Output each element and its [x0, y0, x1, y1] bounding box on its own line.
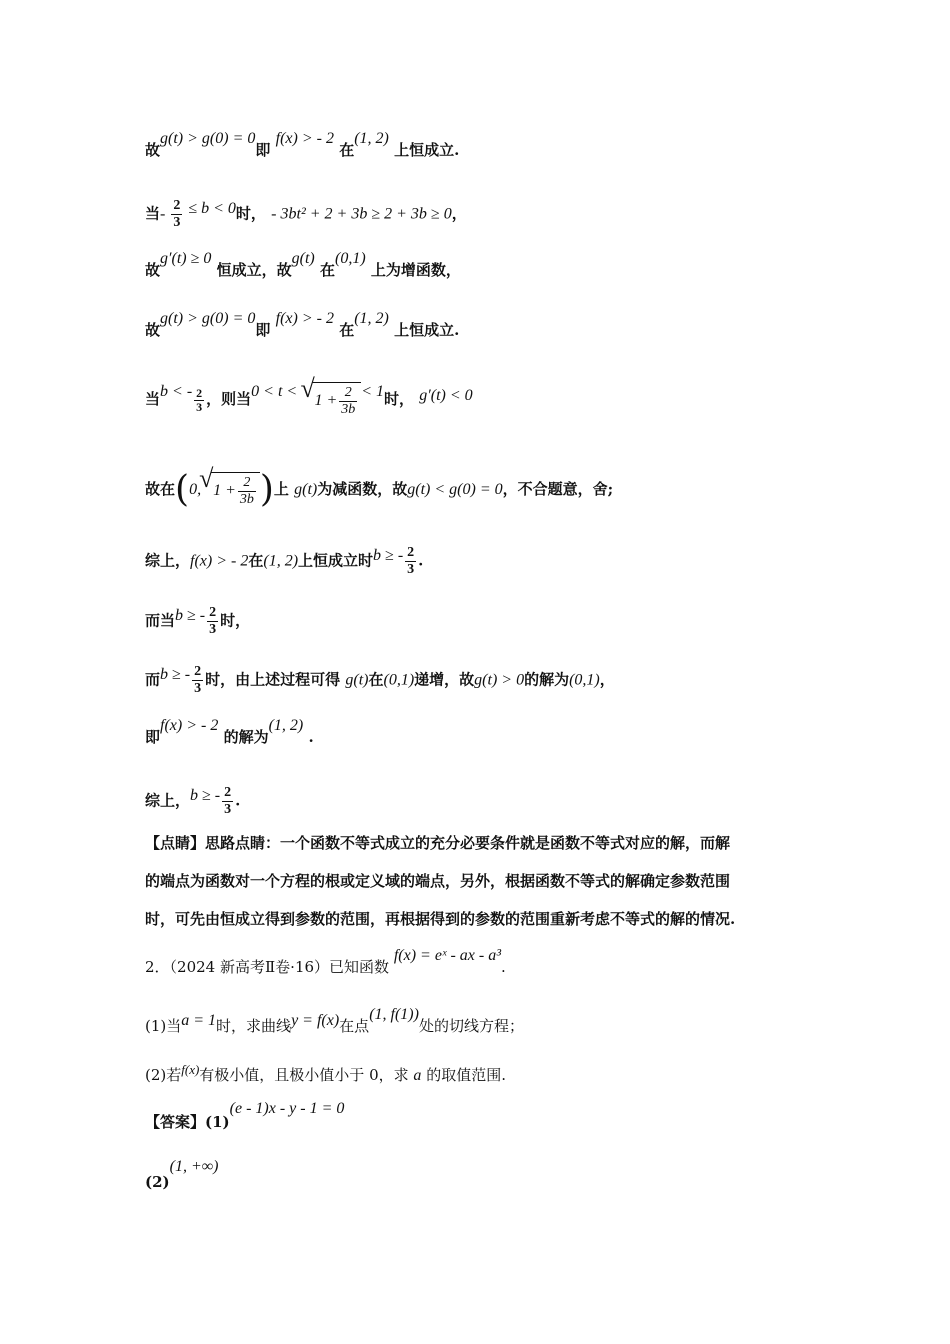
formula: g′(t) ≥ 0: [160, 250, 212, 267]
formula: b ≥ -: [373, 546, 404, 564]
fraction: $\frac{2}{3}$: [173, 198, 181, 230]
formula: b ≥ -: [190, 786, 221, 804]
answer-1: [145, 1100, 345, 1133]
text: 在点: [339, 1017, 370, 1035]
text: 综上，: [145, 551, 191, 570]
formula: f(x) > - 2: [275, 310, 334, 327]
formula: g(t): [294, 481, 318, 498]
formula: 0 < t <: [251, 383, 298, 400]
fraction: $\frac{2}{3b}$: [341, 385, 356, 417]
line-11: [145, 785, 240, 818]
note-line-2: 的端点为函数对一个方程的根或定义域的端点，另外，根据函数不等式的解确定参数范围: [145, 872, 731, 890]
text: ，: [599, 670, 615, 689]
line-7: [145, 545, 423, 578]
text: 而当: [145, 611, 176, 630]
formula: (1, 2): [268, 717, 304, 734]
text: 上: [273, 480, 289, 498]
text: 故在: [145, 480, 176, 498]
line-10: [145, 717, 314, 748]
note-line-3: 时，可先由恒成立得到参数的范围，再根据得到的参数的范围重新考虑不等式的解的情况.: [145, 910, 736, 928]
text: 时，由上述过程可得: [205, 670, 341, 689]
text: 时，求曲线: [216, 1017, 292, 1035]
text: 即: [145, 728, 161, 746]
formula: - 3bt² + 2 + 3b ≥ 2 + 3b ≥ 0: [271, 205, 452, 223]
formula: b ≥ -: [160, 665, 191, 683]
formula: g(t): [345, 671, 369, 689]
text: 上恒成立.: [394, 141, 460, 159]
formula: g(t) > g(0) = 0: [160, 130, 256, 147]
note-line-1: 【点睛】思路点睛：一个函数不等式成立的充分必要条件就是函数不等式对应的解，而解: [145, 834, 731, 852]
text: 即: [255, 141, 271, 159]
formula: g′(t) < 0: [419, 387, 473, 404]
formula: f(x): [181, 1062, 200, 1077]
text: ，不合题意，舍;: [502, 480, 614, 498]
text: ，则当: [206, 390, 252, 408]
text: 故: [145, 261, 161, 279]
text: (1)当: [145, 1017, 182, 1035]
text: 在: [320, 261, 336, 279]
formula: (1, 2): [354, 310, 389, 327]
text: 的解为: [223, 728, 269, 746]
formula: (e - 1)x - y - 1 = 0: [229, 1100, 345, 1117]
text: 的解为: [524, 670, 570, 689]
text: .: [235, 791, 241, 810]
text: 【答案】(1): [145, 1113, 230, 1131]
square-root: √ 1 + $\frac{2}{3b}$: [211, 472, 260, 508]
fraction: $\frac{2}{3b}$: [239, 475, 254, 507]
formula: b ≥ -: [175, 606, 206, 624]
fraction: $\frac{2}{3}$: [196, 385, 203, 414]
text: 递增，故: [414, 670, 475, 689]
formula: g(t) > g(0) = 0: [160, 310, 256, 327]
text: 在: [339, 141, 355, 159]
formula: f(x) = eˣ - ax - a³: [393, 947, 501, 964]
text: ，: [451, 204, 467, 223]
fraction: $\frac{2}{3}$: [209, 605, 217, 637]
formula: (0,1): [569, 671, 600, 689]
formula: (0,1): [335, 250, 366, 267]
formula: g(t) < g(0) = 0: [407, 481, 503, 498]
text: 当: [145, 204, 161, 223]
text: 在: [339, 321, 355, 339]
formula: (1, +∞): [169, 1158, 219, 1175]
formula: (: [175, 469, 190, 510]
text: 为减函数，故: [317, 480, 408, 498]
formula: (0,1): [383, 671, 415, 689]
line-2: [145, 198, 467, 231]
text: 时，: [384, 390, 415, 408]
text: 而: [145, 670, 161, 689]
text: 在: [368, 670, 384, 689]
text: (2): [145, 1173, 170, 1191]
question-2: [145, 947, 506, 978]
formula: f(x) > - 2: [275, 130, 334, 147]
formula: -: [160, 205, 170, 223]
formula: f(x) > - 2: [160, 717, 219, 734]
formula: a = 1: [181, 1012, 217, 1029]
text: 故: [145, 321, 161, 339]
formula: a: [413, 1067, 422, 1084]
text: 2．（2024 新高考Ⅱ卷·16）已知函数: [145, 958, 390, 976]
line-4: [145, 310, 460, 341]
text: 时，: [235, 204, 266, 223]
formula: (1, 2): [263, 552, 299, 570]
text: 故: [145, 141, 161, 159]
text: 综上，: [145, 791, 191, 810]
formula: g(t): [291, 250, 315, 267]
question-2-part-1: [145, 1006, 524, 1037]
formula: b < -: [160, 383, 193, 400]
line-6: [145, 469, 614, 510]
text: 上为增函数，: [370, 261, 461, 279]
formula: < 1: [361, 383, 385, 400]
text: 处的切线方程；: [418, 1017, 524, 1035]
line-9: [145, 664, 615, 697]
line-8: [145, 605, 250, 638]
text: 上恒成立时: [298, 551, 374, 570]
text: 恒成立，故: [216, 261, 292, 279]
text: (2)若: [145, 1066, 182, 1084]
text: 即: [255, 321, 271, 339]
line-5: [145, 382, 473, 418]
line-3: [145, 250, 461, 281]
text: .: [501, 958, 506, 976]
line-1: [145, 130, 460, 161]
fraction: $\frac{2}{3}$: [407, 545, 415, 577]
fraction: $\frac{2}{3}$: [224, 785, 232, 817]
text: .: [418, 551, 424, 570]
text: .: [308, 728, 314, 746]
text: 在: [248, 551, 264, 570]
text: 当: [145, 390, 161, 408]
text: 上恒成立.: [394, 321, 460, 339]
text: 的取值范围.: [426, 1066, 506, 1084]
fraction: $\frac{2}{3}$: [194, 664, 202, 696]
formula: (1, 2): [354, 130, 389, 147]
text: 时，: [220, 611, 251, 630]
answer-2: [145, 1158, 219, 1193]
formula: ): [259, 469, 274, 510]
text: 有极小值，且极小值小于 0，求: [199, 1066, 409, 1084]
formula: f(x) > - 2: [190, 552, 249, 570]
formula: 0,: [189, 481, 202, 498]
square-root: √ 1 + $\frac{2}{3b}$: [312, 382, 361, 418]
formula: y = f(x): [291, 1012, 340, 1029]
formula: ≤ b < 0: [184, 199, 236, 217]
formula: g(t) > 0: [474, 671, 525, 689]
question-2-part-2: [145, 1062, 506, 1086]
formula: (1, f(1)): [369, 1006, 419, 1023]
